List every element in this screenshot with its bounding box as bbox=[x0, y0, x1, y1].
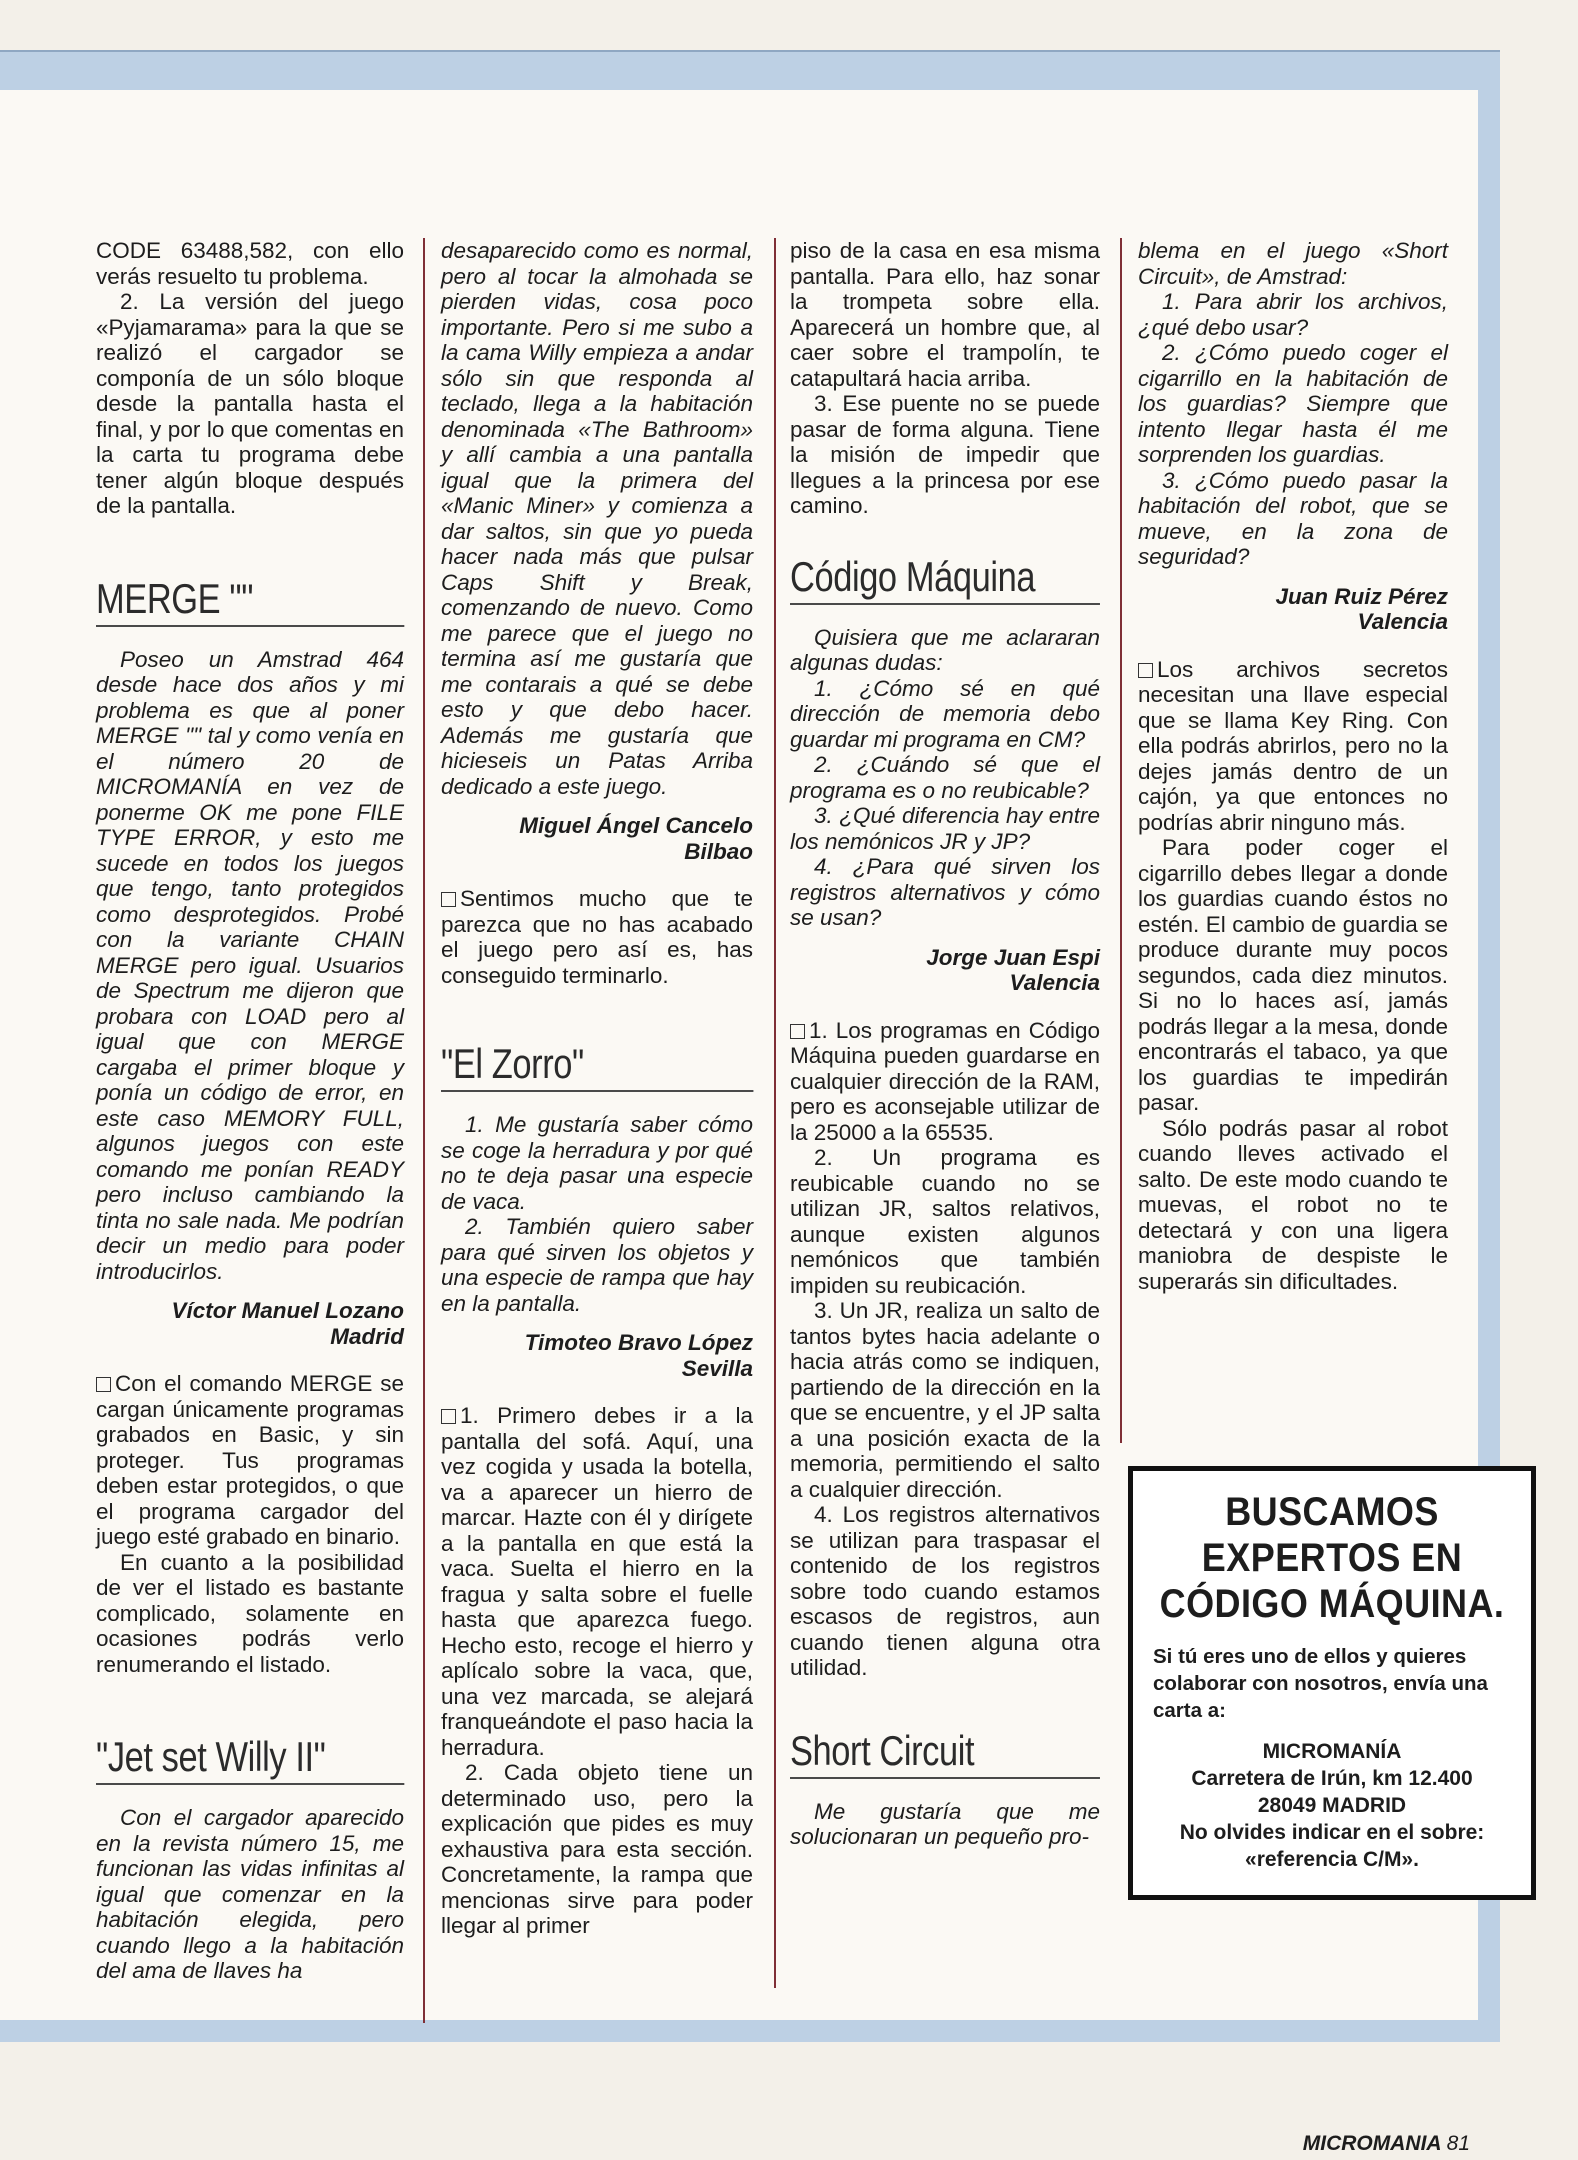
reader-signature: Timoteo Bravo López Sevilla bbox=[524, 1330, 753, 1381]
section-heading-jet-set-willy: "Jet set Willy II" bbox=[96, 1735, 404, 1785]
reader-question: blema en el juego «Short Circuit», de Amstrad: bbox=[1138, 238, 1448, 289]
reader-question: desaparecido como es normal, pero al tocar la almohada se pierden vidas, cosa poco importante. Pero si me subo a la cama Willy empieza a andar sólo sin que responda al teclado, llega a la habitación denominada «The Bathroom» y allí cambia a una pantalla igual que la primera del «Manic Miner» y comienza a dar saltos, sin que yo pueda hacer nada más que pulsar Caps Shift y Break, comenzando de nuevo. Como me parece que el juego no termina así me gustaría que me contarais a qué se debe esto y que debo hacer. Además me gustaría que hicieseis un Patas Arriba dedicado a este juego. bbox=[441, 238, 753, 799]
reader-question: 3. ¿Cómo puedo pasar la habitación del robot, que se mueve, en la zona de seguridad? bbox=[1138, 467, 1448, 569]
column-separator bbox=[1120, 238, 1122, 1443]
column-1 bbox=[96, 238, 404, 1984]
paragraph: 2. La versión del juego «Pyjamarama» para la que se realizó el cargador se componía de un sólo bloque desde la pantalla hasta el final, y por lo que comentas en la carta tu programa debe tener algún bloque después de la pantalla. bbox=[96, 289, 404, 518]
section-heading-el-zorro: "El Zorro" bbox=[441, 1042, 753, 1092]
reader-question: 1. ¿Cómo sé en qué dirección de memoria debo guardar mi programa en CM? bbox=[790, 675, 1100, 752]
answer-box-icon bbox=[441, 1409, 456, 1424]
magazine-name: MICROMANIA bbox=[1302, 2132, 1441, 2155]
answer-text: En cuanto a la posibilidad de ver el listado es bastante complicado, solamente en ocasiones podrás verlo renumerando el listado. bbox=[96, 1549, 404, 1677]
ad-address-city: 28049 MADRID bbox=[1257, 1794, 1407, 1817]
reader-question: 2. ¿Cómo puedo coger el cigarrillo en la habitación de los guardias? Siempre que intento llegar hasta él me sorprenden los guardias. bbox=[1138, 340, 1448, 467]
reader-question: Me gustaría que me solucionaran un pequeño pro- bbox=[790, 1798, 1100, 1849]
answer-box-icon bbox=[441, 892, 456, 907]
answer-text: 1. Los programas en Código Máquina pueden guardarse en cualquier dirección de la RAM, pero es aconsejable utilizar de la 25000 a la 65535. bbox=[790, 1017, 1100, 1145]
ad-address-name: MICROMANÍA bbox=[1262, 1740, 1402, 1763]
ad-title: BUSCAMOS EXPERTOS EN CÓDIGO MÁQUINA. bbox=[1159, 1490, 1505, 1626]
reader-question: Con el cargador aparecido en la revista número 15, me funcionan las vidas infinitas al igual que comenzar en la habitación elegida, pero cuando llego a la habitación del ama de llaves ha bbox=[96, 1805, 404, 1983]
reader-signature: Jorge Juan Espi Valencia bbox=[926, 944, 1100, 995]
answer-box-icon bbox=[790, 1024, 805, 1039]
answer-box-icon bbox=[1138, 663, 1153, 678]
reader-question: Quisiera que me aclararan algunas dudas: bbox=[790, 624, 1100, 675]
answer-text: 1. Primero debes ir a la pantalla del sofá. Aquí, una vez cogida y usada la botella, va a aparecer un hierro de marcar. Hazte con él y dirígete a la pantalla en que está la vaca. Suelta el hierro en la fragua y salta sobre el fuelle hasta que aparezca fuego. Hecho esto, recoge el hierro y aplícalo sobre la vaca, que, una vez marcada, se alejará franqueándote el paso hacia la herradura. bbox=[441, 1403, 753, 1760]
reader-question: 4. ¿Para qué sirven los registros alternativos y cómo se usan? bbox=[790, 854, 1100, 930]
reader-question: 2. También quiero saber para qué sirven los objetos y una especie de rampa que hay en la pantalla. bbox=[441, 1214, 753, 1316]
answer-text: 2. Cada objeto tiene un determinado uso, pero la explicación que pides es muy exhaustiva para esta sección. Concretamente, la rampa que mencionas sirve para poder llegar al primer bbox=[441, 1760, 753, 1938]
reader-question: 1. Me gustaría saber cómo se coge la herradura y por qué no te deja pasar una especie de vaca. bbox=[441, 1112, 753, 1214]
column-2 bbox=[441, 238, 753, 1939]
section-heading-merge: MERGE "" bbox=[96, 577, 404, 627]
answer-text: Los archivos secretos necesitan una llave especial que se llama Key Ring. Con ella podrás abrirlos, pero no la dejes jamás dentro de un cajón, ya que entonces no podrías abrir ninguno más. bbox=[1138, 656, 1448, 835]
section-heading-short-circuit: Short Circuit bbox=[790, 1729, 1100, 1779]
reader-question: 3. ¿Qué diferencia hay entre los nemónicos JR y JP? bbox=[790, 803, 1100, 854]
answer-text: piso de la casa en esa misma pantalla. Para ello, haz sonar la trompeta sobre ella. Aparecerá un hombre que, al caer sobre el trampolín, te catapultará hacia arriba. bbox=[790, 238, 1100, 391]
reader-question: 2. ¿Cuándo sé que el programa es o no reubicable? bbox=[790, 752, 1100, 803]
column-3 bbox=[790, 238, 1100, 1850]
reader-signature: Miguel Ángel Cancelo Bilbao bbox=[519, 813, 753, 864]
ad-note: No olvides indicar en el sobre: «referencia C/M». bbox=[1179, 1821, 1485, 1871]
answer-text: Para poder coger el cigarrillo debes llegar a donde los guardias cuando éstos no estén. El cambio de guardia se produce durante muy pocos segundos, cada diez minutos. Si no lo haces así, jamás podrás llegar a la mesa, donde encontrarás el tabaco, ya que los guardias te impedirán pasar. bbox=[1138, 835, 1448, 1115]
answer-text: Sentimos mucho que te parezca que no has acabado el juego pero así es, has conseguido terminarlo. bbox=[441, 886, 753, 988]
recruitment-ad bbox=[1128, 1466, 1536, 1900]
answer-text: 4. Los registros alternativos se utilizan para traspasar el contenido de los registros sobre todo cuando estamos escasos de registros, aun cuando tienen alguna otra utilidad. bbox=[790, 1502, 1100, 1680]
answer-text: 3. Ese puente no se puede pasar de forma alguna. Tiene la misión de impedir que llegues a la princesa por ese camino. bbox=[790, 391, 1100, 518]
section-heading-codigo-maquina: Código Máquina bbox=[790, 555, 1100, 605]
reader-signature: Juan Ruiz Pérez Valencia bbox=[1275, 583, 1448, 634]
ad-address-street: Carretera de Irún, km 12.400 bbox=[1191, 1767, 1473, 1790]
ad-body: Si tú eres uno de ellos y quieres colaborar con nosotros, envía una carta a: bbox=[1153, 1645, 1488, 1722]
column-4 bbox=[1138, 238, 1448, 1294]
answer-box-icon bbox=[96, 1377, 111, 1392]
paragraph: CODE 63488,582, con ello verás resuelto tu problema. bbox=[96, 238, 404, 289]
reader-signature: Víctor Manuel Lozano Madrid bbox=[171, 1298, 404, 1349]
reader-question: 1. Para abrir los archivos, ¿qué debo usar? bbox=[1138, 289, 1448, 340]
answer-text: Sólo podrás pasar al robot cuando lleves activado el salto. De este modo cuando te muevas, el robot no te detectará y con una ligera maniobra de despiste le superarás sin dificultades. bbox=[1138, 1115, 1448, 1294]
column-separator bbox=[423, 238, 425, 2023]
answer-text: 3. Un JR, realiza un salto de tantos bytes hacia adelante o hacia atrás como se indiquen, partiendo de la dirección en la que se encuentre, y el JP salta a una posición exacta de la memoria, permitiendo el salto a cualquier dirección. bbox=[790, 1298, 1100, 1502]
column-separator bbox=[774, 238, 776, 1988]
answer-text: Con el comando MERGE se cargan únicamente programas grabados en Basic, y sin proteger. Tus programas deben estar protegidos, o que el programa cargador del juego esté grabado en binario. bbox=[96, 1371, 404, 1549]
page-number: 81 bbox=[1446, 2132, 1470, 2155]
page-footer bbox=[1303, 2132, 1470, 2156]
answer-text: 2. Un programa es reubicable cuando no se utilizan JR, saltos relativos, aunque existen algunos nemónicos que también impiden su reubicación. bbox=[790, 1145, 1100, 1298]
reader-question: Poseo un Amstrad 464 desde hace dos años y mi problema es que al poner MERGE "" tal y como venía en el número 20 de MICROMANÍA en vez de ponerme OK me pone FILE TYPE ERROR, y esto me sucede en todos los juegos que tengo, tanto protegidos como desprotegidos. Probé con la variante CHAIN MERGE pero igual. Usuarios de Spectrum me dijeron que probara con LOAD pero al igual que con MERGE cargaba el primer bloque y ponía un código de error, en este caso MEMORY FULL, algunos juegos con este comando me ponían READY pero incluso cambiando la tinta no sale nada. Me podrían decir un medio para poder introducirlos. bbox=[96, 646, 404, 1284]
